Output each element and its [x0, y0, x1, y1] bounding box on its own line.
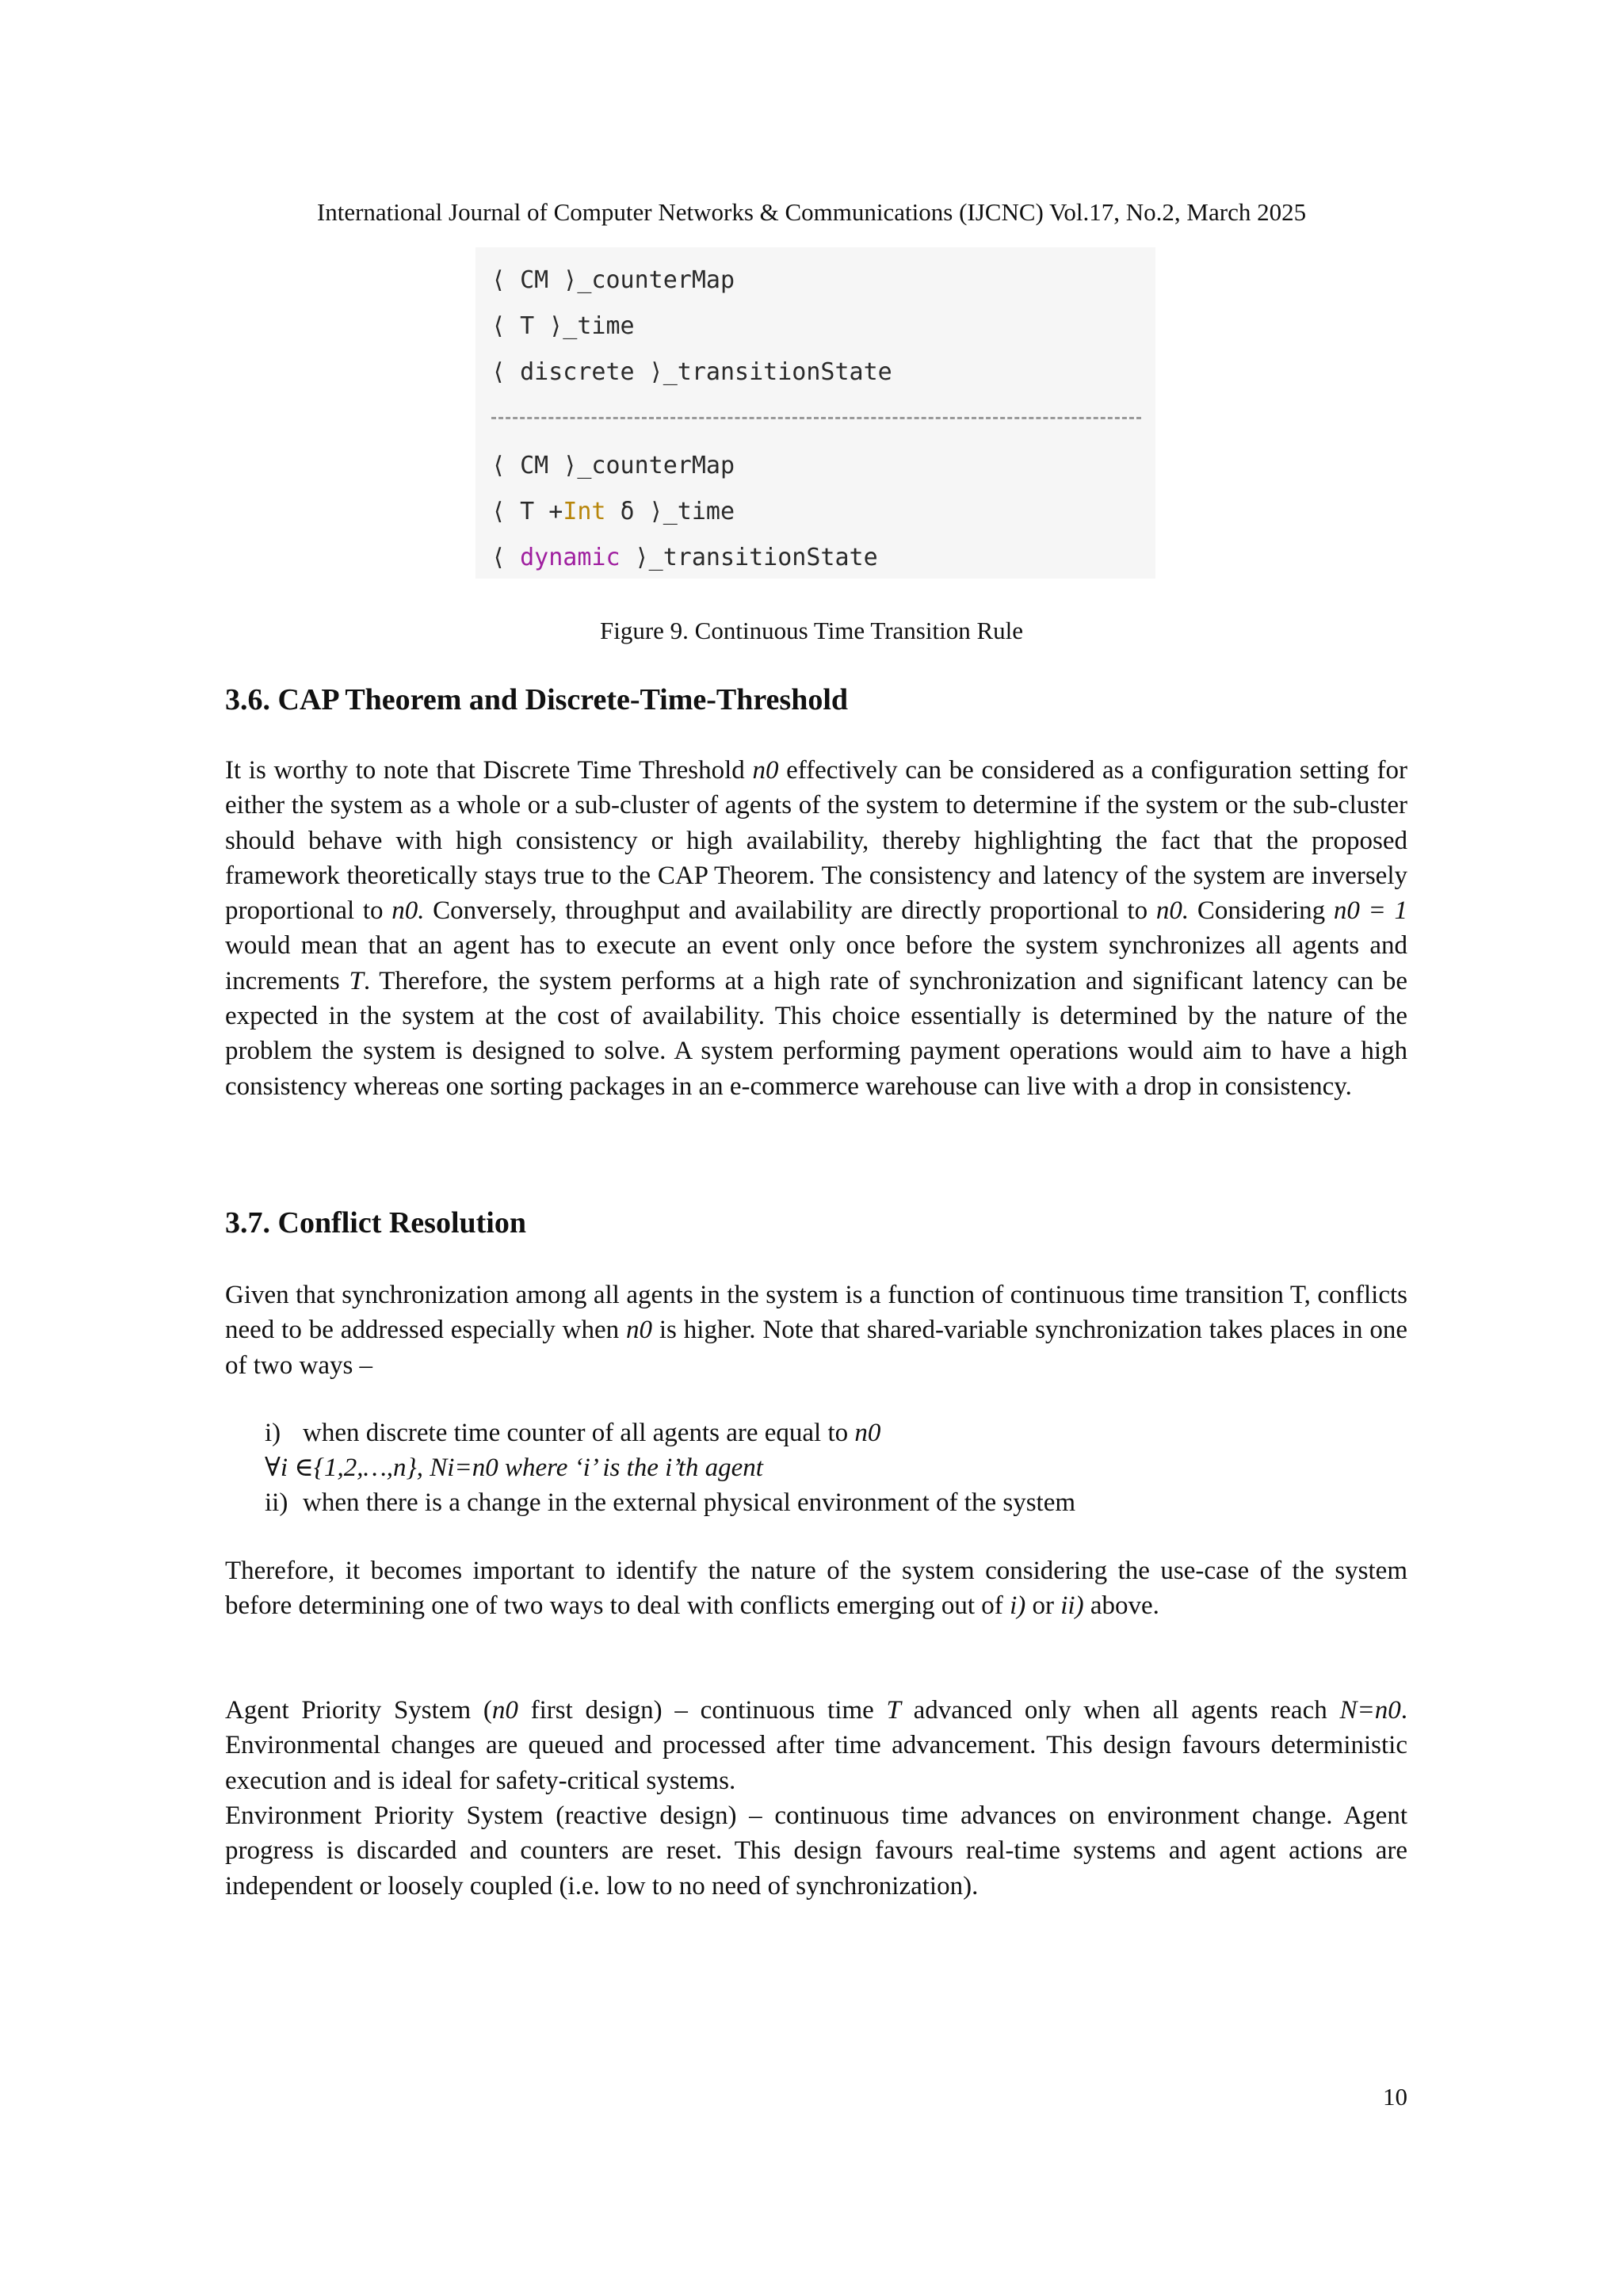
- list-item: when discrete time counter of all agents are equal to n0: [303, 1419, 881, 1447]
- paragraph-cap-theorem: It is worthy to note that Discrete Time Threshold n0 effectively can be considered as a configuration setting for either the system as a whole or a sub-cluster of agents of the system to determine if the system or the sub-cluster should behave with high consistency or high availability, thereby highlighting the fact that the proposed framework theoretically stays true to the CAP Theorem. The consistency and latency of the system are inversely proportional to n0. Conversely, throughput and availability are directly proportional to n0. Considering n0 = 1 would mean that an agent has to execute an event only once before the system synchronizes all agents and increments T. Therefore, the system performs at a high rate of synchronization and significant latency can be expected in the system at the cost of availability. This choice essentially is determined by the nature of the problem the system is designed to solve. A system performing payment operations would aim to have a high consistency whereas one sorting packages in an e-commerce warehouse can live with a drop in consistency.: [225, 756, 1407, 1101]
- list-marker: i): [265, 1419, 281, 1447]
- keyword-dynamic: dynamic: [520, 544, 621, 571]
- journal-header: International Journal of Computer Networks & Communications (IJCNC) Vol.17, No.2, March 2025: [316, 198, 1307, 226]
- list-item: when there is a change in the external physical environment of the system: [303, 1488, 1076, 1517]
- keyword-int: Int: [563, 498, 606, 525]
- paragraph-therefore: Therefore, it becomes important to identify the nature of the system considering the use-case of the system before determining one of two ways to deal with conflicts emerging out of i) or ii) above.: [225, 1557, 1407, 1621]
- formula-line: ∀i ∈{1,2,…,n}, Ni=n0 where ‘i’ is the i’th agent: [265, 1454, 763, 1482]
- paragraph-agent-priority: Agent Priority System (n0 first design) – continuous time T advanced only when all agents reach N=n0. Environmental changes are queued and processed after time advancement. This design favours deterministic execution and is ideal for safety-critical systems.: [225, 1696, 1407, 1795]
- code-figure: [475, 247, 1155, 579]
- section-heading-3-6: 3.6. CAP Theorem and Discrete-Time-Threshold: [225, 683, 849, 716]
- section-heading-3-7: 3.7. Conflict Resolution: [225, 1206, 526, 1240]
- code-line: ⟨ T +Int δ ⟩_time: [491, 498, 735, 525]
- figure-caption: Figure 9. Continuous Time Transition Rule: [600, 617, 1023, 644]
- code-separator: [491, 417, 1141, 419]
- code-line: ⟨ T ⟩_time: [491, 312, 635, 340]
- code-line: ⟨ discrete ⟩_transitionState: [491, 358, 892, 386]
- code-line: ⟨ CM ⟩_counterMap: [491, 452, 735, 479]
- paragraph-conflict-intro: Given that synchronization among all agents in the system is a function of continuous time transition T, conflicts need to be addressed especially when n0 is higher. Note that shared-variable synchronization takes places in one of two ways –: [225, 1281, 1407, 1380]
- code-line: ⟨ dynamic ⟩_transitionState: [491, 544, 878, 571]
- paragraph-environment-priority: Environment Priority System (reactive design) – continuous time advances on environment change. Agent progress is discarded and counters are reset. This design favours real-time systems and agent actions are independent or loosely coupled (i.e. low to no need of synchronization).: [225, 1801, 1407, 1901]
- page-number: 10: [1383, 2083, 1407, 2111]
- code-line: ⟨ CM ⟩_counterMap: [491, 266, 735, 294]
- list-marker: ii): [265, 1488, 288, 1517]
